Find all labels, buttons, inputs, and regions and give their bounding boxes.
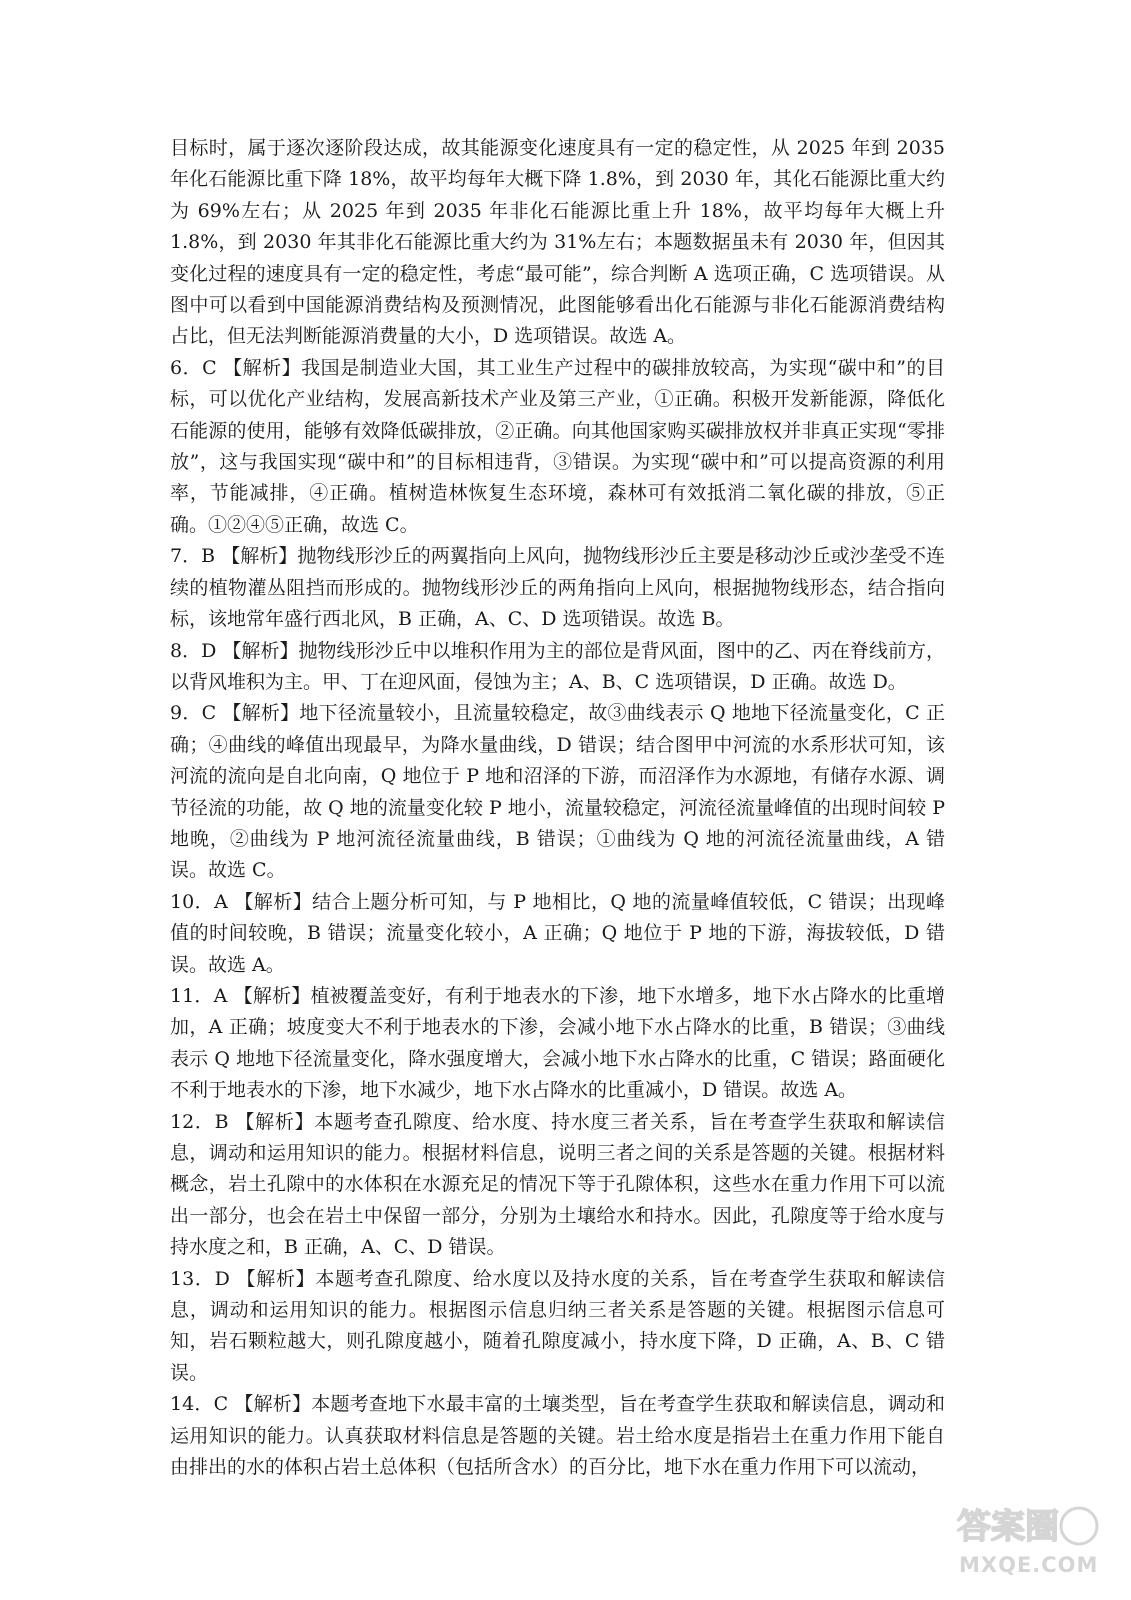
paragraph-answer-14: 14．C 【解析】本题考查地下水最丰富的土壤类型，旨在考查学生获取和解读信息，调动和运用知识的能力。认真获取材料信息是答题的关键。岩土给水度是指岩土在重力作用下能自由排出的水的体积占岩土总体积（包括所含水）的百分比，地下水在重力作用下可以流动，: [170, 1393, 945, 1479]
paragraph-answer-6: 6．C 【解析】我国是制造业大国，其工业生产过程中的碳排放较高，为实现“碳中和”的目标，可以优化产业结构，发展高新技术产业及第三产业，①正确。积极开发新能源，降低化石能源的使用，能够有效降低碳排放，②正确。向其他国家购买碳排放权并非真正实现“零排放”，这与我国实现“碳中和”的目标相违背，③错误。为实现“碳中和”可以提高资源的利用率，节能减排，④正确。植树造林恢复生态环境，森林可有效抵消二氧化碳的排放，⑤正确。①②④⑤正确，故选 C。: [170, 356, 945, 536]
watermark-bottom-text: MXQE.COM: [959, 1553, 1099, 1577]
watermark-top-text: 答案圈: [957, 1507, 1059, 1547]
watermark-circle-icon: [1061, 1508, 1097, 1544]
paragraph-answer-7: 7．B 【解析】抛物线形沙丘的两翼指向上风向，抛物线形沙丘主要是移动沙丘或沙垄受不连续的植物灌丛阻挡而形成的。抛物线形沙丘的两角指向上风向，根据抛物线形态，结合指向标，该地常年盛行西北风，B 正确，A、C、D 选项错误。故选 B。: [170, 545, 945, 631]
paragraph-answer-9: 9．C 【解析】地下径流量较小，且流量较稳定，故③曲线表示 Q 地地下径流量变化，C 正确；④曲线的峰值出现最早，为降水量曲线，D 错误；结合图甲中河流的水系形状可知，该河流的流向是自北向南，Q 地位于 P 地和沼泽的下游，而沼泽作为水源地，有储存水源、调节径流的功能，故 Q 地的流量变化较 P 地小，流量较稳定，河流径流量峰值的出现时间较 P 地晚，②曲线为 P 地河流径流量曲线，B 错误；①曲线为 Q 地的河流径流量曲线，A 错误。故选 C。: [170, 702, 945, 882]
paragraph-continuation: 目标时，属于逐次逐阶段达成，故其能源变化速度具有一定的稳定性，从 2025 年到 2035 年化石能源比重下降 18%，故平均每年大概下降 1.8%，到 2030 年，其化石能源比重大约为 69%左右；从 2025 年到 2035 年非化石能源比重上升 18%，故平均每年大概上升 1.8%，到 2030 年其非化石能源比重大约为 31%左右；本题数据虽未有 2030 年，但因其变化过程的速度具有一定的稳定性，考虑“最可能”，综合判断 A 选项正确，C 选项错误。从图中可以看到中国能源消费结构及预测情况，此图能够看出化石能源与非化石能源消费结构占比，但无法判断能源消费量的大小，D 选项错误。故选 A。: [170, 137, 945, 348]
paragraph-answer-12: 12．B 【解析】本题考查孔隙度、给水度、持水度三者关系，旨在考查学生获取和解读信息，调动和运用知识的能力。根据材料信息，说明三者之间的关系是答题的关键。根据材料概念，岩土孔隙中的水体积在水源充足的情况下等于孔隙体积，这些水在重力作用下可以流出一部分，也会在岩土中保留一部分，分别为土壤给水和持水。因此，孔隙度等于给水度与持水度之和，B 正确，A、C、D 错误。: [170, 1110, 945, 1259]
answer-explanation-text: [170, 133, 945, 1483]
paragraph-answer-10: 10．A 【解析】结合上题分析可知，与 P 地相比，Q 地的流量峰值较低，C 错误；出现峰值的时间较晚，B 错误；流量变化较小，A 正确；Q 地位于 P 地的下游，海拔较低，D 错误。故选 A。: [170, 890, 945, 976]
paragraph-answer-8: 8．D 【解析】抛物线形沙丘中以堆积作用为主的部位是背风面，图中的乙、丙在脊线前方，以背风堆积为主。甲、丁在迎风面，侵蚀为主；A、B、C 选项错误，D 正确。故选 D。: [170, 639, 945, 693]
paragraph-answer-11: 11．A 【解析】植被覆盖变好，有利于地表水的下渗，地下水增多，地下水占降水的比重增加，A 正确；坡度变大不利于地表水的下渗，会减小地下水占降水的比重，B 错误；③曲线表示 Q 地地下径流量变化，降水强度增大，会减小地下水占降水的比重，C 错误；路面硬化不利于地表水的下渗，地下水减少，地下水占降水的比重减小，D 错误。故选 A。: [170, 984, 945, 1102]
paragraph-answer-13: 13．D 【解析】本题考查孔隙度、给水度以及持水度的关系，旨在考查学生获取和解读信息，调动和运用知识的能力。根据图示信息归纳三者关系是答题的关键。根据图示信息可知，岩石颗粒越大，则孔隙度越小，随着孔隙度减小，持水度下降，D 正确，A、B、C 错误。: [170, 1267, 945, 1384]
watermark-logo: [953, 1498, 1103, 1578]
